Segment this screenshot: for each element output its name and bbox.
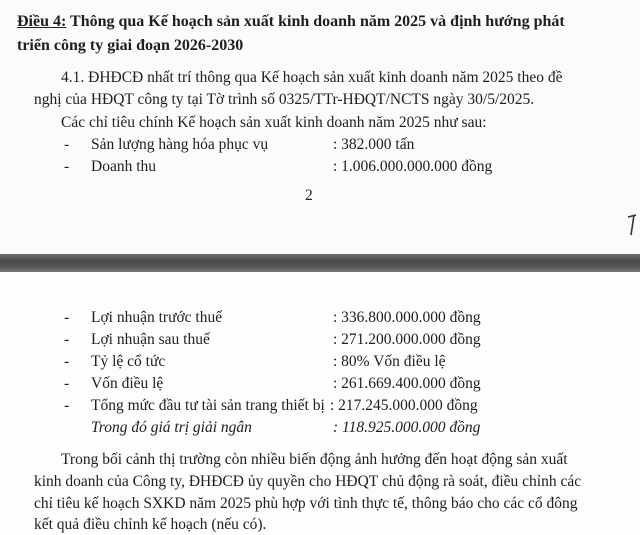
disbursement-label: Trong đó giá trị giải ngân <box>91 419 252 436</box>
list-dash: - <box>64 136 70 153</box>
list-dash: - <box>64 331 70 348</box>
document-page-upper <box>0 0 640 254</box>
indicator-label: Tổng mức đầu tư tài sản trang thiết bị <box>91 397 325 414</box>
page-number: 2 <box>305 187 313 204</box>
indicator-label: Vốn điều lệ <box>91 375 164 392</box>
article-heading <box>17 12 565 32</box>
indicator-label: Tỷ lệ cổ tức <box>91 353 166 370</box>
closing-paragraph-line1: Trong bối cảnh thị trường còn nhiều biến động ảnh hưởng đến hoạt động sản xuất <box>61 451 568 468</box>
section-4-1-line3: Các chỉ tiêu chính Kế hoạch sản xuất kinh doanh năm 2025 như sau: <box>61 114 487 131</box>
indicator-value: : 261.669.400.000 đồng <box>333 375 481 392</box>
list-dash: - <box>64 375 70 392</box>
document-page-lower <box>0 272 640 531</box>
closing-paragraph-line2: kinh doanh của Công ty, ĐHĐCĐ ủy quyền cho HĐQT chủ động rà soát, điều chỉnh các <box>34 473 582 490</box>
indicator-label: Doanh thu <box>91 158 157 175</box>
article-title-line1: Thông qua Kế hoạch sản xuất kinh doanh năm 2025 và định hướng phát <box>66 13 565 30</box>
indicator-value: : 271.200.000.000 đồng <box>333 331 481 348</box>
section-4-1-line1: 4.1. ĐHĐCĐ nhất trí thông qua Kế hoạch sản xuất kinh doanh năm 2025 theo đề <box>61 69 563 86</box>
indicator-value: : 336.800.000.000 đồng <box>333 309 481 326</box>
indicator-value: : 80% Vốn điều lệ <box>333 353 446 370</box>
list-dash: - <box>64 158 70 175</box>
list-dash: - <box>64 397 70 414</box>
pen-mark-icon <box>624 212 640 238</box>
closing-paragraph-line3: chỉ tiêu kế hoạch SXKD năm 2025 phù hợp với tình thực tế, thông báo cho các cổ đông <box>34 495 578 512</box>
indicator-label: Sản lượng hàng hóa phục vụ <box>91 136 269 153</box>
section-4-1-line2: nghị của HĐQT công ty tại Tờ trình số 0325/TTr-HĐQT/NCTS ngày 30/5/2025. <box>34 91 535 108</box>
closing-paragraph-line4: kết quả điều chỉnh kế hoạch (nếu có). <box>34 516 267 533</box>
article-title-line2: triển công ty giai đoạn 2026-2030 <box>17 37 244 54</box>
indicator-value: : 1.006.000.000.000 đồng <box>333 158 493 175</box>
list-dash: - <box>64 309 70 326</box>
indicator-value: : 217.245.000.000 đồng <box>330 397 478 414</box>
article-label: Điều 4: <box>17 13 67 30</box>
indicator-label: Lợi nhuận sau thuế <box>91 331 210 348</box>
list-dash: - <box>64 353 70 370</box>
indicator-label: Lợi nhuận trước thuế <box>91 309 223 326</box>
page-break-divider <box>0 254 640 272</box>
indicator-value: : 382.000 tấn <box>333 136 415 153</box>
disbursement-value: : 118.925.000.000 đồng <box>333 419 481 436</box>
